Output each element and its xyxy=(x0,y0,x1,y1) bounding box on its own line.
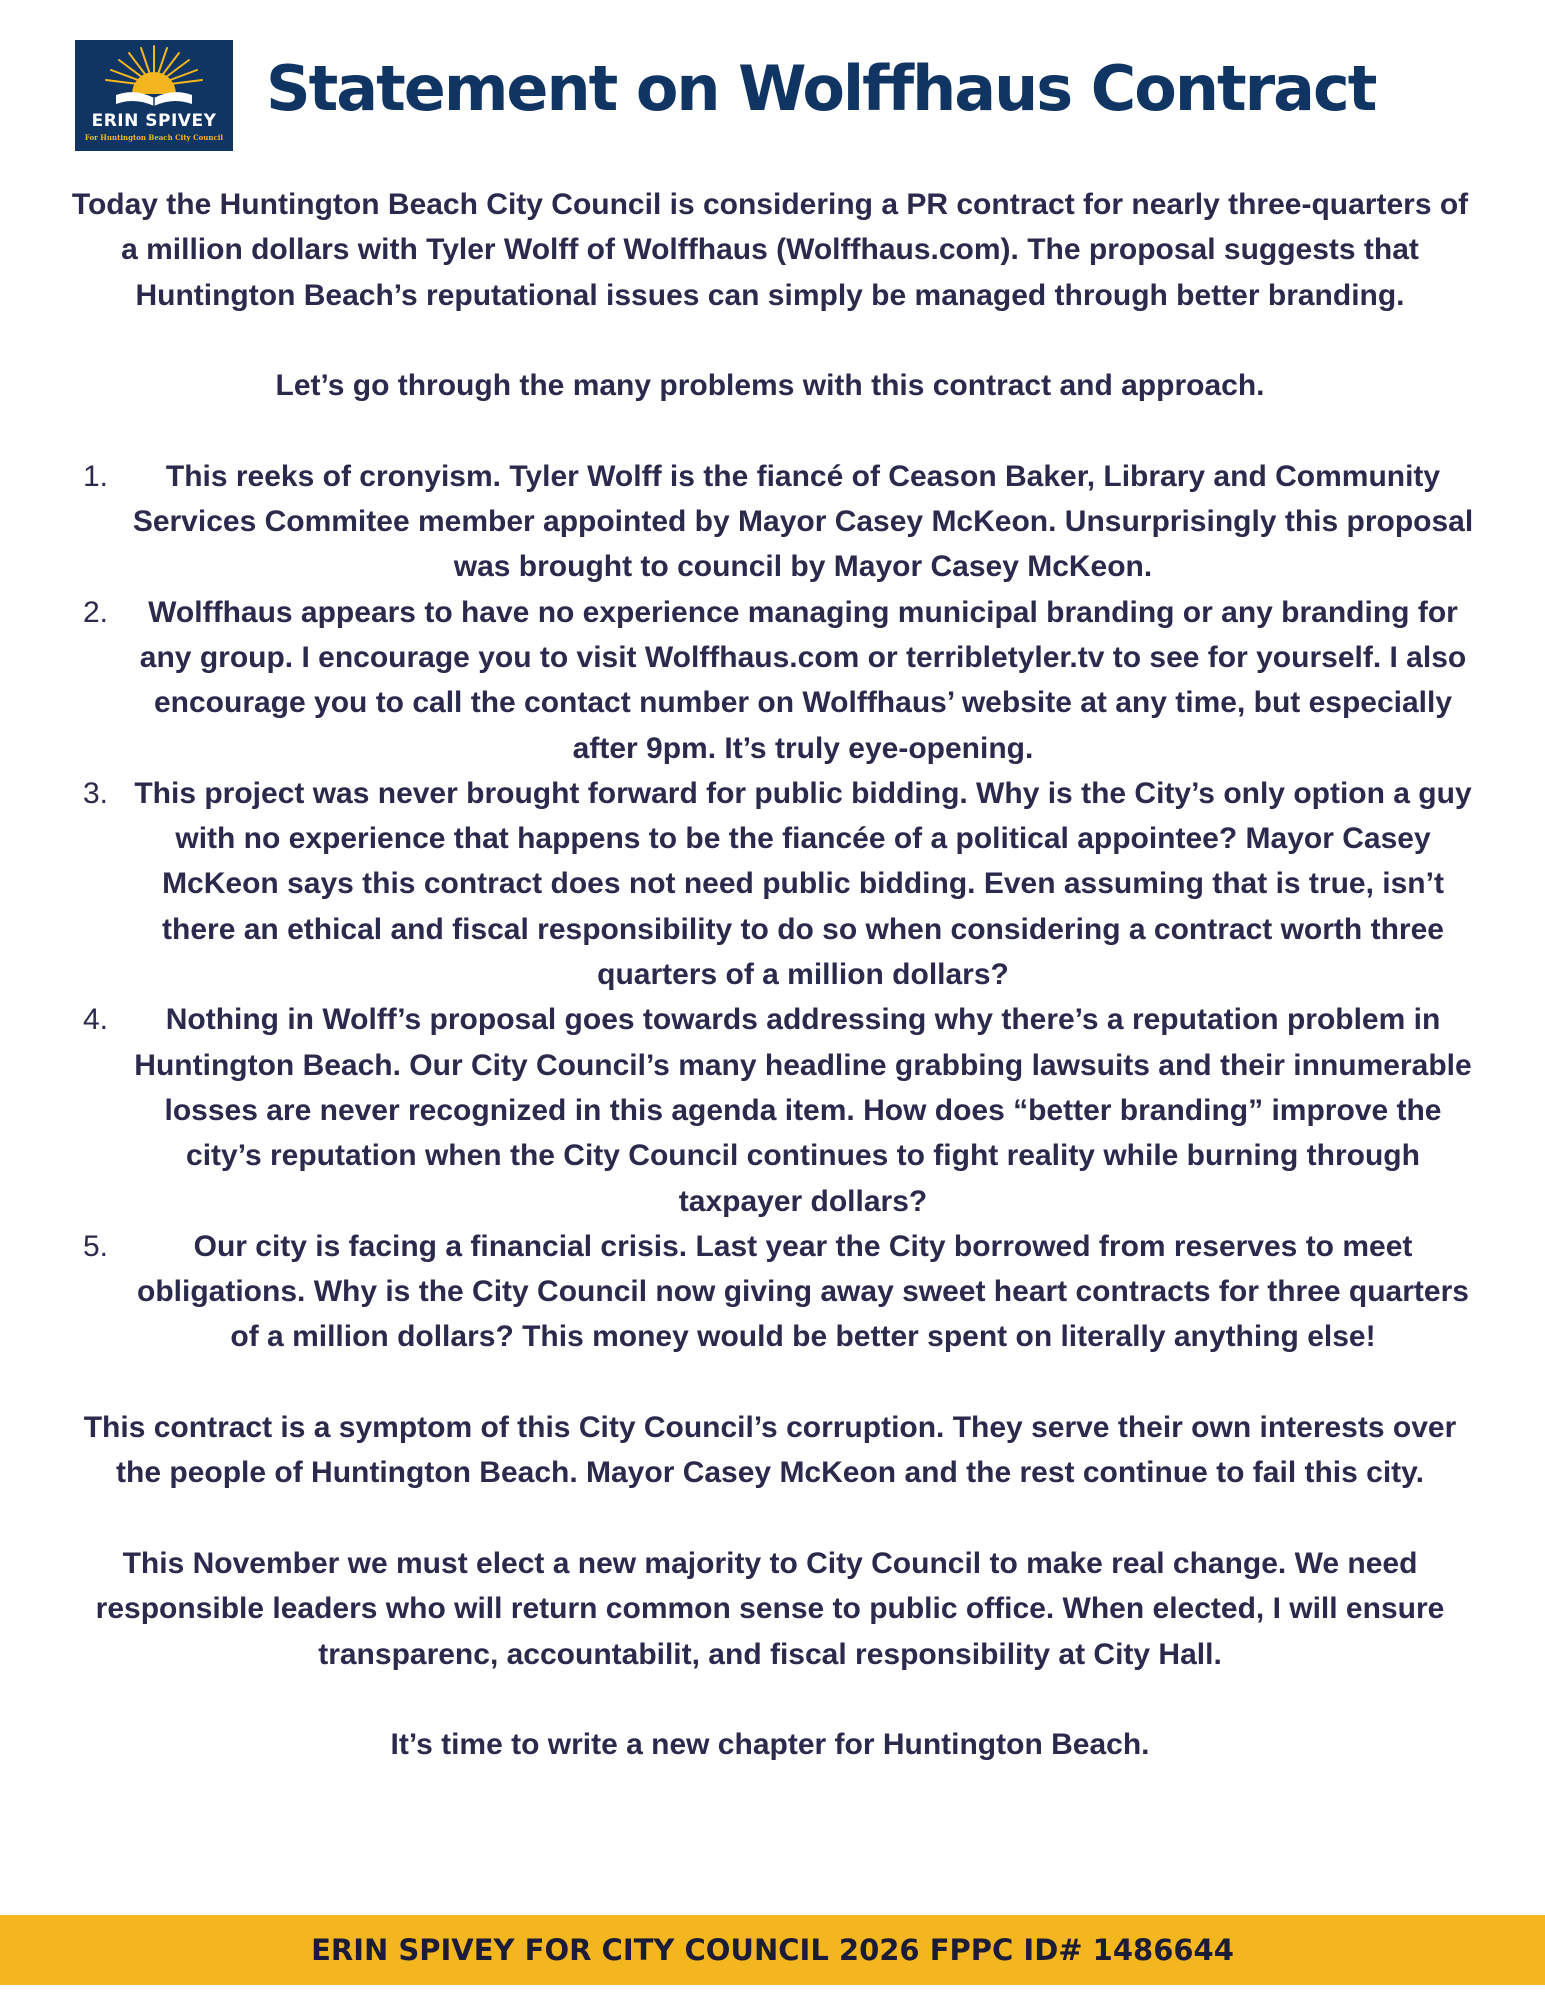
closing-paragraph: It’s time to write a new chapter for Huntington Beach. xyxy=(390,1728,1150,1762)
logo-name: ERIN SPIVEY xyxy=(91,111,217,131)
list-item xyxy=(60,1224,1480,1360)
list-item-text: Nothing in Wolff’s proposal goes towards addressing why there’s a reputation problem in Huntington Beach. Our City Council’s many headline grabbing lawsuits and their innumerable losses are never recognized in this agenda item. How does “better branding” improve the city’s reputation when the City Council continues to fight reality while burning through taxpayer dollars? xyxy=(134,1003,1472,1218)
list-item xyxy=(60,454,1480,590)
list-item xyxy=(60,771,1480,997)
call-to-action-paragraph: This November we must elect a new majority to City Council to make real change. We need responsible leaders who will return common sense to public office. When elected, I will ensure transparenc, accountabilit, and fiscal responsibility at City Hall. xyxy=(95,1546,1445,1671)
list-number: 1. xyxy=(83,459,109,493)
list-number: 4. xyxy=(83,1003,109,1037)
list-number: 3. xyxy=(83,776,109,810)
list-item xyxy=(60,997,1480,1223)
list-number: 5. xyxy=(83,1229,109,1263)
list-item-text: This reeks of cronyism. Tyler Wolff is the fiancé of Ceason Baker, Library and Community Services Commitee member appointed by Mayor Casey McKeon. Unsurprisingly this proposal was brought to council by Mayor Casey McKeon. xyxy=(132,459,1474,584)
footer-banner: ERIN SPIVEY FOR CITY COUNCIL 2026 FPPC ID# 1486644 xyxy=(0,1915,1545,1985)
list-item-text: This project was never brought forward for public bidding. Why is the City’s only option a guy with no experience that happens to be the fiancée of a political appointee? Mayor Casey McKeon says this contract does not need public bidding. Even assuming that is true, isn’t there an ethical and fiscal responsibility to do so when considering a contract worth three quarters of a million dollars? xyxy=(134,776,1472,992)
corruption-paragraph: This contract is a symptom of this City Council’s corruption. They serve their own interests over the people of Huntington Beach. Mayor Casey McKeon and the rest continue to fail this city. xyxy=(83,1411,1457,1490)
intro-paragraph: Today the Huntington Beach City Council is considering a PR contract for nearly three-quarters of a million dollars with Tyler Wolff of Wolffhaus (Wolffhaus.com). The proposal suggests that Huntington Beach’s reputational issues can simply be managed through better branding. xyxy=(71,188,1469,312)
statement-body xyxy=(60,182,1480,1767)
lead-in-paragraph: Let’s go through the many problems with this contract and approach. xyxy=(275,369,1265,403)
campaign-logo xyxy=(75,40,233,151)
list-number: 2. xyxy=(83,595,109,629)
page-title: Statement on Wolffhaus Contract xyxy=(266,52,1376,125)
logo-tagline: For Huntington Beach City Council xyxy=(84,133,224,142)
list-item-text: Our city is facing a financial crisis. Last year the City borrowed from reserves to meet obligations. Why is the City Council now giving away sweet heart contracts for three quarters of a million dollars? This money would be better spent on literally anything else! xyxy=(137,1229,1469,1354)
problems-list xyxy=(60,454,1480,1360)
list-item-text: Wolffhaus appears to have no experience managing municipal branding or any branding for any group. I encourage you to visit Wolffhaus.com or terribletyler.tv to see for yourself. I also encourage you to call the contact number on Wolffhaus’ website at any time, but especially after 9pm. It’s truly eye-opening. xyxy=(139,595,1467,765)
list-item xyxy=(60,590,1480,771)
